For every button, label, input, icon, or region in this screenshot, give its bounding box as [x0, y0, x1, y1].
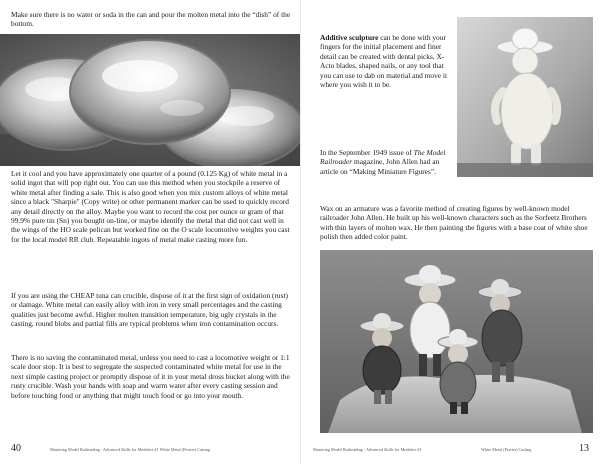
- intro-paragraph: Make sure there is no water or soda in the can and pour the molten metal into the “dish” of the bottom.: [11, 10, 291, 29]
- cheap-crucible-paragraph: If you are using the CHEAP tuna can crucible, dispose of it at the first sign of oxidation (rust) or damage. White metal can easily alloy with iron in very small percentages and the casting qualities just become awful. Higher molten transition temperature, big ugly crystals in the casting, round blobs and partial fills are typical problems when iron contamination occurs.: [11, 291, 289, 329]
- cooling-paragraph: Let it cool and you have approximately one quarter of a pound (0.125 Kg) of white metal in a solid ingot that will pop right out. You can use this method when you stockpile a reserve of white metal after finding a sale. This is also good when you mix custom alloys of white metal since a black "Sharpie" (Copy write) or other permanent marker can be used to quickly record any detail directly on the alloy. Maybe you want to record the cost per ounce or gram of that 99.9% pure tin (Sn) you bought on-line, or maybe identify the metal that did not cast well in the wings of the HO scale pelican but worked fine on the O scale locomotive weights you cast for the local model RR club. Repeatable ingots of metal make casting more fun.: [11, 169, 290, 244]
- magazine-rest: magazine, John Allen had an article on “Making Miniature Figures”.: [320, 157, 440, 176]
- magazine-paragraph: [320, 148, 452, 176]
- right-footer-title: Mastering Model Railroading - Advanced Skills for Modelers #1: [313, 447, 422, 452]
- additive-sculpture-term: Additive sculpture: [320, 33, 379, 42]
- right-page-number: 13: [579, 443, 589, 454]
- metal-ingots-photo: [0, 34, 300, 166]
- magazine-intro: In the September 1949 issue of: [320, 148, 414, 157]
- sorfeetz-figures-photo: [320, 250, 593, 433]
- wax-figure-photo: [457, 17, 593, 177]
- additive-sculpture-text: can be done with your fingers for the initial placement and finer detail can be created with dental picks, X-Acto blades, shaped nails, or any tool that you can use to dab on material and move it where you wish it to be.: [320, 33, 448, 90]
- metal-ingots-image: [0, 34, 300, 166]
- wax-figure-image: [457, 17, 593, 177]
- contaminated-metal-paragraph: There is no saving the contaminated metal, unless you need to cast a locomotive weight or 1:1 scale door stop. It is best to segregate the suspected contaminated white metal for use in the next simple casting project or promptly dispose of it in your metal dross bucket along with the rusty crucible. Wash your hands with soap and warm water after every casting session and before touching food or anything that might touch food or go into your mouth.: [11, 353, 290, 400]
- left-page-number: 40: [11, 443, 21, 454]
- additive-sculpture-paragraph: [320, 33, 452, 89]
- sorfeetz-figures-image: [320, 250, 593, 433]
- right-page: [300, 0, 600, 464]
- magazine-title: The Model Railroader: [320, 148, 446, 167]
- left-footer-title: Mastering Model Railroading - Advanced Skills for Modelers #1 White Metal (Pewter) Casting: [50, 447, 210, 452]
- right-footer-subtitle: White Metal (Pewter) Casting: [481, 447, 532, 452]
- wax-armature-paragraph: Wax on an armature was a favorite method of creating figures by well-known model railroader John Allen. He built up his well-known characters such as the Sorfeetz Brothers with thin layers of molten wax. He then painting the figures with a base coat of white shoe polish then added color paint.: [320, 204, 588, 242]
